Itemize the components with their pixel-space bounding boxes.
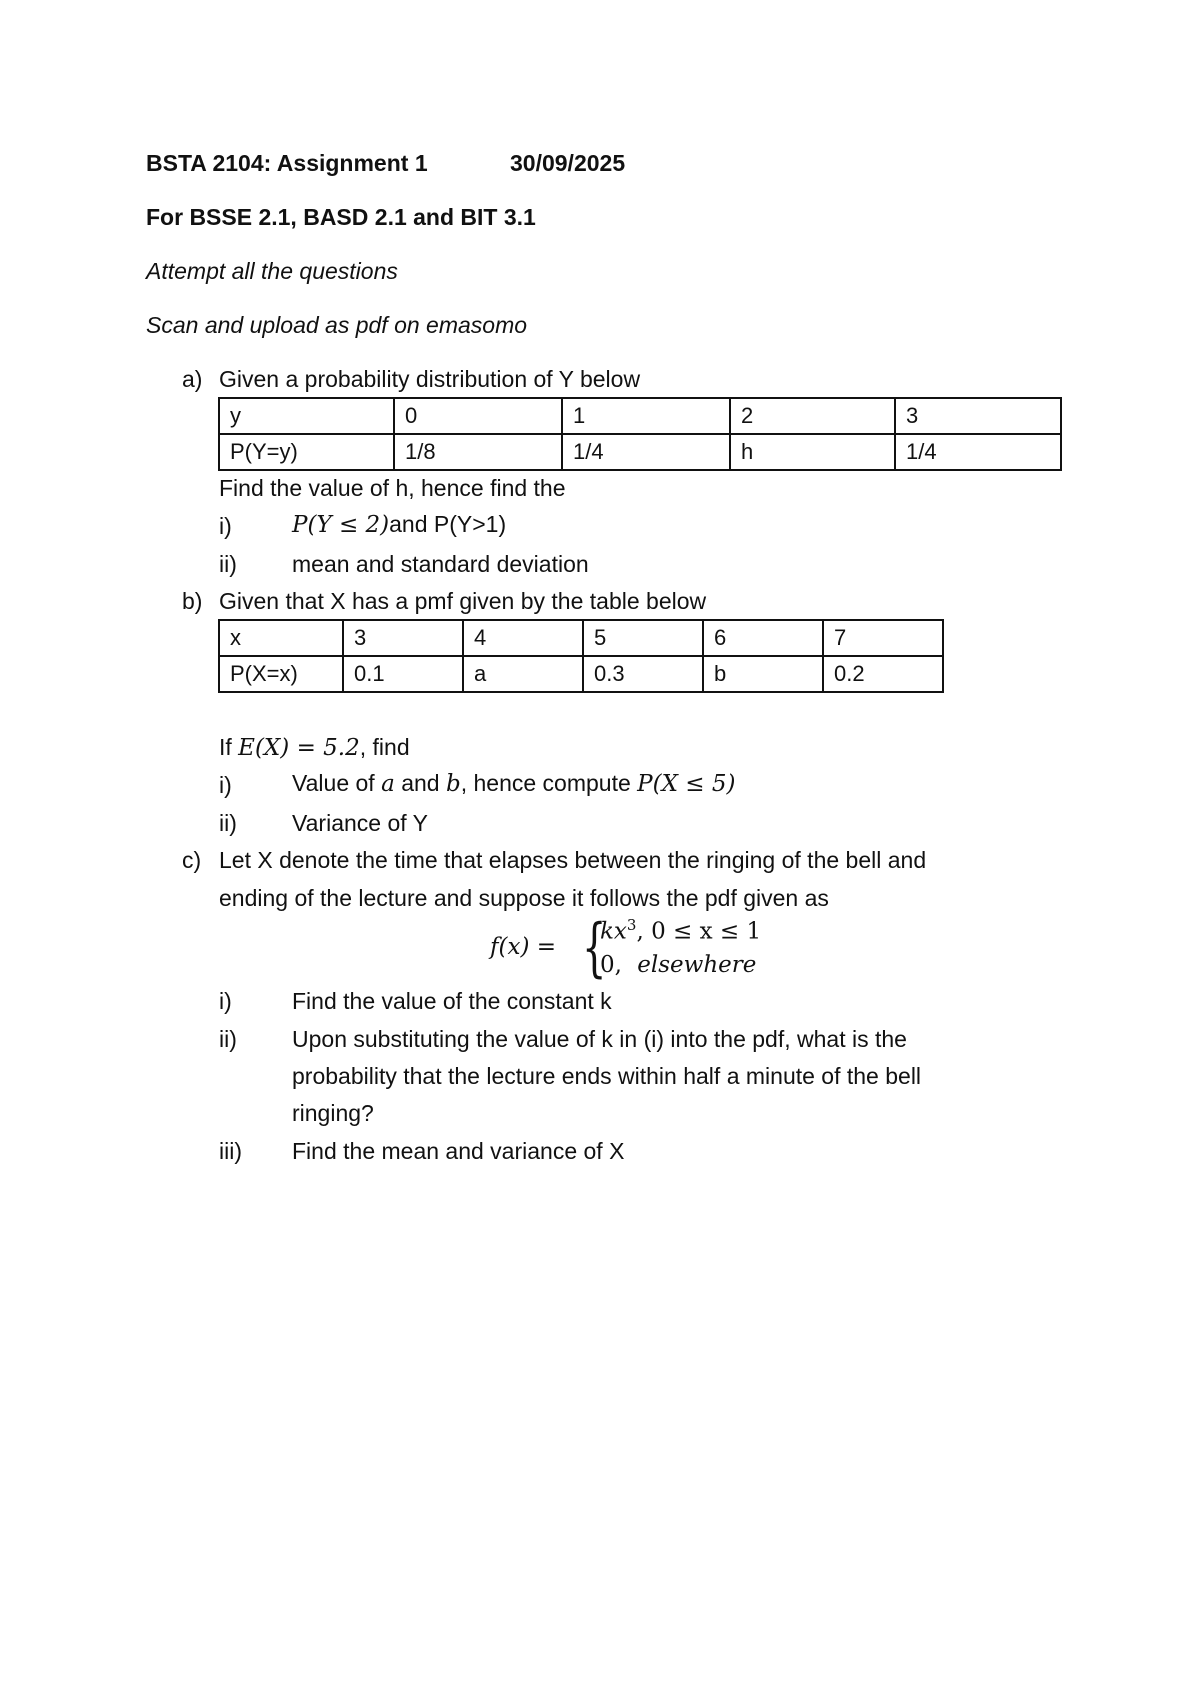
question-b-part-num: ii)	[219, 810, 237, 836]
question-c-line-1: Let X denote the time that elapses between the ringing of the bell and	[219, 847, 927, 873]
pdf-case-1-exponent: 3	[626, 916, 637, 934]
table-cell: P(X=x)	[219, 656, 343, 692]
instruction-upload: Scan and upload as pdf on emasomo	[146, 312, 528, 338]
table-cell: a	[463, 656, 583, 692]
math-expression: P(X ≤ 5)	[637, 771, 736, 797]
table-cell: 1/8	[394, 434, 562, 470]
question-a-label: a)	[182, 366, 203, 392]
question-c-part-ii-line: ringing?	[292, 1100, 374, 1126]
table-row	[219, 398, 1061, 434]
question-b-label: b)	[182, 588, 203, 614]
table-row	[219, 434, 1061, 470]
pdf-case-2-condition: elsewhere	[637, 952, 757, 978]
pdf-case-2-expr: 0,	[600, 952, 622, 978]
question-a-part-num: i)	[219, 513, 232, 539]
table-cell: 0.3	[583, 656, 703, 692]
pdf-case-1	[600, 916, 761, 945]
math-expression: E(X) = 5.2	[238, 735, 360, 761]
table-cell: 5	[583, 620, 703, 656]
question-c-part-iii: Find the mean and variance of X	[292, 1138, 625, 1164]
question-c-part-num: iii)	[219, 1138, 242, 1164]
question-a-text: Given a probability distribution of Y below	[219, 366, 641, 392]
question-b-part-ii: Variance of Y	[292, 810, 428, 836]
table-cell: 3	[895, 398, 1061, 434]
question-c-part-ii-line: probability that the lecture ends within half a minute of the bell	[292, 1063, 922, 1089]
table-cell: 3	[343, 620, 463, 656]
table-cell: 4	[463, 620, 583, 656]
question-b-condition	[219, 734, 410, 761]
table-cell: 0	[394, 398, 562, 434]
assignment-date: 30/09/2025	[510, 150, 626, 176]
pdf-case-1-condition: , 0 ≤ x ≤ 1	[636, 918, 762, 945]
question-c-line-2: ending of the lecture and suppose it follows the pdf given as	[219, 885, 829, 911]
table-cell: 7	[823, 620, 943, 656]
table-cell: 6	[703, 620, 823, 656]
question-c-label: c)	[182, 847, 202, 873]
table-cell: 1/4	[895, 434, 1061, 470]
part-text: Value of	[292, 770, 375, 796]
math-variable: a	[381, 771, 395, 797]
part-text: and	[401, 770, 440, 796]
brace-symbol: {	[582, 911, 607, 985]
table-cell: x	[219, 620, 343, 656]
pdf-case-1-expr: kx	[600, 918, 627, 945]
table-cell: 0.1	[343, 656, 463, 692]
question-a-follow: Find the value of h, hence find the	[219, 475, 566, 501]
table-cell: y	[219, 398, 394, 434]
math-variable: b	[445, 771, 461, 797]
question-c-part-i: Find the value of the constant k	[292, 988, 612, 1014]
table-cell: h	[730, 434, 895, 470]
table-cell: b	[703, 656, 823, 692]
table-row	[219, 656, 943, 692]
audience-line: For BSSE 2.1, BASD 2.1 and BIT 3.1	[146, 204, 536, 230]
question-c-part-num: ii)	[219, 1026, 237, 1052]
question-c-part-ii-line: Upon substituting the value of k in (i) into the pdf, what is the	[292, 1026, 907, 1052]
question-c-part-num: i)	[219, 988, 232, 1014]
assignment-title: BSTA 2104: Assignment 1	[146, 150, 428, 176]
part-text: , hence compute	[460, 770, 631, 796]
table-cell: 0.2	[823, 656, 943, 692]
condition-suffix: , find	[359, 734, 410, 760]
question-a-part-num: ii)	[219, 551, 237, 577]
question-a-part-i	[292, 511, 506, 538]
table-y-distribution	[218, 397, 1062, 471]
table-cell: 2	[730, 398, 895, 434]
table-cell: P(Y=y)	[219, 434, 394, 470]
math-expression: P(Y ≤ 2)	[292, 512, 390, 538]
question-b-part-num: i)	[219, 772, 232, 798]
table-row	[219, 620, 943, 656]
pdf-case-2	[600, 952, 756, 978]
table-cell: 1	[562, 398, 730, 434]
question-b-part-i	[292, 770, 735, 797]
question-b-text: Given that X has a pmf given by the table below	[219, 588, 707, 614]
question-a-part-ii: mean and standard deviation	[292, 551, 589, 577]
condition-prefix: If	[219, 734, 232, 760]
question-a-part-i-text: and P(Y>1)	[389, 511, 507, 537]
table-x-pmf	[218, 619, 944, 693]
instruction-attempt: Attempt all the questions	[146, 258, 398, 284]
table-cell: 1/4	[562, 434, 730, 470]
pdf-lhs: f(x) =	[490, 934, 557, 960]
